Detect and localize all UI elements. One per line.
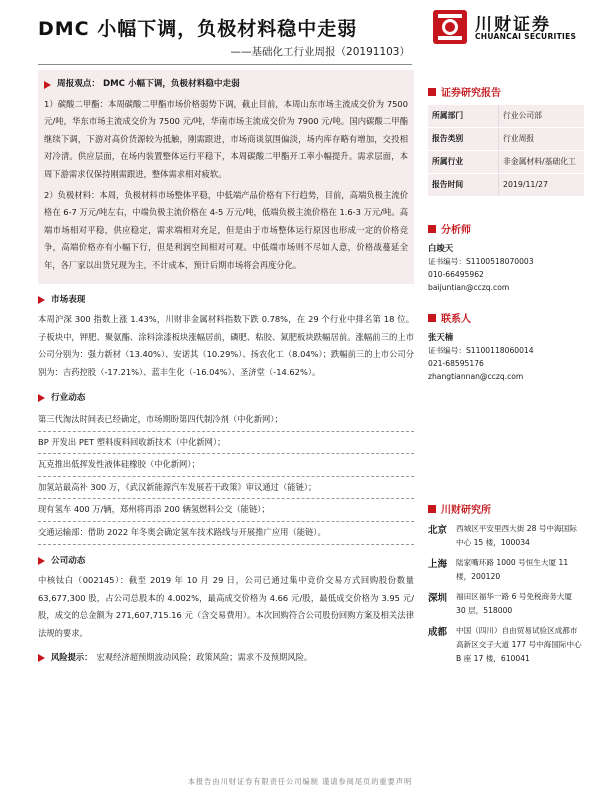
office-address: 中国（四川）自由贸易试验区成都市高新区交子大道 177 号中海国际中心 B 座 17 楼，610041: [456, 626, 582, 663]
office-item: [428, 590, 584, 618]
research-heading: [428, 501, 584, 516]
office-city: 北京: [428, 525, 448, 536]
office-address: 陆家嘴环路 1000 号恒生大厦 11 楼，200120: [456, 558, 569, 581]
table-row: [428, 105, 584, 128]
info-key: 报告类别: [428, 128, 499, 151]
office-city: 深圳: [428, 593, 448, 604]
sidebar: [428, 84, 584, 672]
risk-note: [38, 649, 414, 667]
info-value: 行业周报: [499, 128, 585, 151]
report-info-heading: [428, 84, 584, 99]
info-value: 非金属材料/基础化工: [499, 151, 585, 174]
info-key: 所属部门: [428, 105, 499, 128]
info-key: 报告时间: [428, 174, 499, 197]
contact-phone: 021-68595176: [428, 359, 484, 368]
company-paragraph: 中核钛白（002145）：截至 2019 年 10 月 29 日，公司已通过集中竞价交易方式回购股份数量 63,677,300 股，占公司总股本的 4.002%，最高成交价格为 4.66 元/股，最低成交价格为 3.95 元/股，成交的总金额为 271,607,715.16 元（含交易费用）。本次回购符合公司股份回购方案及相关法律法规的要求。: [38, 575, 414, 639]
company-heading-text: 公司动态: [51, 555, 86, 566]
brand-logo: [433, 8, 583, 48]
risk-label: 风险提示：: [51, 651, 93, 662]
page-title: DMC 小幅下调，负极材料稳中走弱: [38, 18, 358, 40]
industry-news-list: [38, 409, 414, 545]
office-city: 成都: [428, 627, 448, 638]
analyst-phone: 010-66495962: [428, 270, 484, 279]
logo-name-cn: 川财证券: [475, 15, 551, 35]
triangle-bullet-icon: [38, 557, 45, 565]
triangle-bullet-icon: [44, 81, 51, 89]
industry-heading: [38, 390, 414, 408]
square-bullet-icon: [428, 314, 436, 322]
list-item: 瓦克推出低挥发性液体硅橡胶（中化新网）；: [38, 454, 414, 477]
square-bullet-icon: [428, 88, 436, 96]
office-item: [428, 624, 584, 666]
list-item: 第三代淘汰时间表已经确定，市场期盼第四代制冷剂（中化新网）；: [38, 409, 414, 432]
square-bullet-icon: [428, 505, 436, 513]
analyst-heading-text: 分析师: [441, 225, 471, 236]
contact-heading: [428, 310, 584, 325]
contact-cert: 证书编号：S1100118060014: [428, 346, 534, 355]
analyst-heading: [428, 221, 584, 236]
table-row: [428, 151, 584, 174]
office-list: [428, 522, 584, 666]
analyst-card: [428, 242, 584, 294]
table-row: [428, 174, 584, 197]
list-item: 加氢站最高补 300 万，《武汉新能源汽车发展若干政策》审议通过（能链）；: [38, 477, 414, 500]
office-address: 西城区平安里西大街 28 号中海国际中心 15 楼，100034: [456, 524, 577, 547]
company-heading: [38, 553, 414, 571]
summary-paragraph-dmc: 1）碳酸二甲酯：本周碳酸二甲酯市场价格弱势下调，截止目前，本周山东市场主流成交价为 7500 元/吨，华东市场主流成交价为 7500 元/吨，华南市场主流成交价为 7900 元/吨。国内碳酸二甲酯继续下调，下游对高价货源较为抵触，刚需跟进，市场商谈氛围偏淡，场内库存略有增加，交投相对冷清。供应层面，在场内装置整体运行平稳下，本周碳酸二甲酯开工率小幅提升。需求层面，本周下游需求仅保持刚需跟进，整体需求相对疲软。: [44, 98, 408, 179]
logo-mark-icon: [433, 10, 467, 44]
office-city: 上海: [428, 559, 448, 570]
analyst-email[interactable]: baijuntian@cczq.com: [428, 283, 510, 292]
market-heading-text: 市场表现: [51, 294, 86, 305]
list-item: BP 开发出 PET 塑料废料回收新技术（中化新网）；: [38, 432, 414, 455]
footer-disclaimer: 本报告由川财证券有限责任公司编制 谨请参阅尾页的重要声明: [187, 777, 413, 786]
summary-box: [38, 70, 414, 284]
list-item: 现有氢车 400 万/辆，郑州将再添 200 辆氢燃料公交（能链）；: [38, 499, 414, 522]
contact-email[interactable]: zhangtiannan@cczq.com: [428, 372, 524, 381]
report-subtitle: ——基础化工行业周报（20191103）: [230, 46, 410, 58]
header-divider: [38, 64, 412, 65]
contact-card: [428, 331, 584, 383]
info-value: 2019/11/27: [499, 174, 585, 197]
square-bullet-icon: [428, 225, 436, 233]
office-item: [428, 556, 584, 584]
market-heading: [38, 292, 414, 310]
triangle-bullet-icon: [38, 654, 45, 662]
triangle-bullet-icon: [38, 394, 45, 402]
info-key: 所属行业: [428, 151, 499, 174]
contact-name: 张天楠: [428, 332, 454, 342]
summary-heading-text: 周报观点： DMC 小幅下调，负极材料稳中走弱: [57, 79, 240, 89]
office-address: 福田区福华一路 6 号免税商务大厦 30 层，518000: [456, 592, 572, 615]
logo-name-en: CHUANCAI SECURITIES: [475, 32, 577, 41]
contact-heading-text: 联系人: [441, 314, 471, 325]
office-item: [428, 522, 584, 550]
analyst-name: 白竣天: [428, 243, 454, 253]
main-content: [38, 70, 414, 666]
research-heading-text: 川财研究所: [441, 505, 491, 516]
market-paragraph: 本周沪深 300 指数上涨 1.43%，川财非金属材料指数下跌 0.78%，在 29 个行业中排名第 18 位。子板块中，钾肥、聚氨酯、涂料涂漆板块涨幅居前，磷肥、粘胶、氮肥板块跌幅居前。涨幅前三的上市公司分别为：强力新材（13.40%）、安诺其（10.29%）、扬农化工（8.04%）；跌幅前三的上市公司分别为：吉药控股（-17.21%）、蓝丰生化（-16.04%）、圣济堂（-14.62%）。: [38, 314, 414, 377]
industry-heading-text: 行业动态: [51, 392, 86, 403]
table-row: [428, 128, 584, 151]
triangle-bullet-icon: [38, 296, 45, 304]
report-info-table: [428, 105, 584, 197]
info-value: 行业公司部: [499, 105, 585, 128]
summary-heading: [44, 76, 408, 94]
analyst-cert: 证书编号：S1100518070003: [428, 257, 534, 266]
risk-text: 宏观经济超预期波动风险；政策风险；需求不及预期风险。: [96, 651, 313, 662]
report-info-heading-text: 证券研究报告: [441, 88, 501, 99]
summary-paragraph-anode: 2）负极材料：本周，负极材料市场整体平稳，中低端产品价格有下行趋势，目前，高端负极主流价格在 6-7 万元/吨左右，中端负极主流价格在 4-5 万元/吨，低端负极主流价格在 1.6-3 万元/吨。高端市场相对平稳，供应稳定，需求端相对充足，但是由于市场整体运行原因也形成一定的价格竞争，高端价格亦有小幅下行，但是利润空间相对可观。中低端市场则不尽如人意，价格战蔓延全年，各厂家以出货兄现为主，不计成本，预计后期市场将会再度分化。: [44, 189, 408, 270]
list-item: 交通运输部：借助 2022 年冬奥会确定氢车技术路线与开展推广应用（能链）。: [38, 522, 414, 545]
